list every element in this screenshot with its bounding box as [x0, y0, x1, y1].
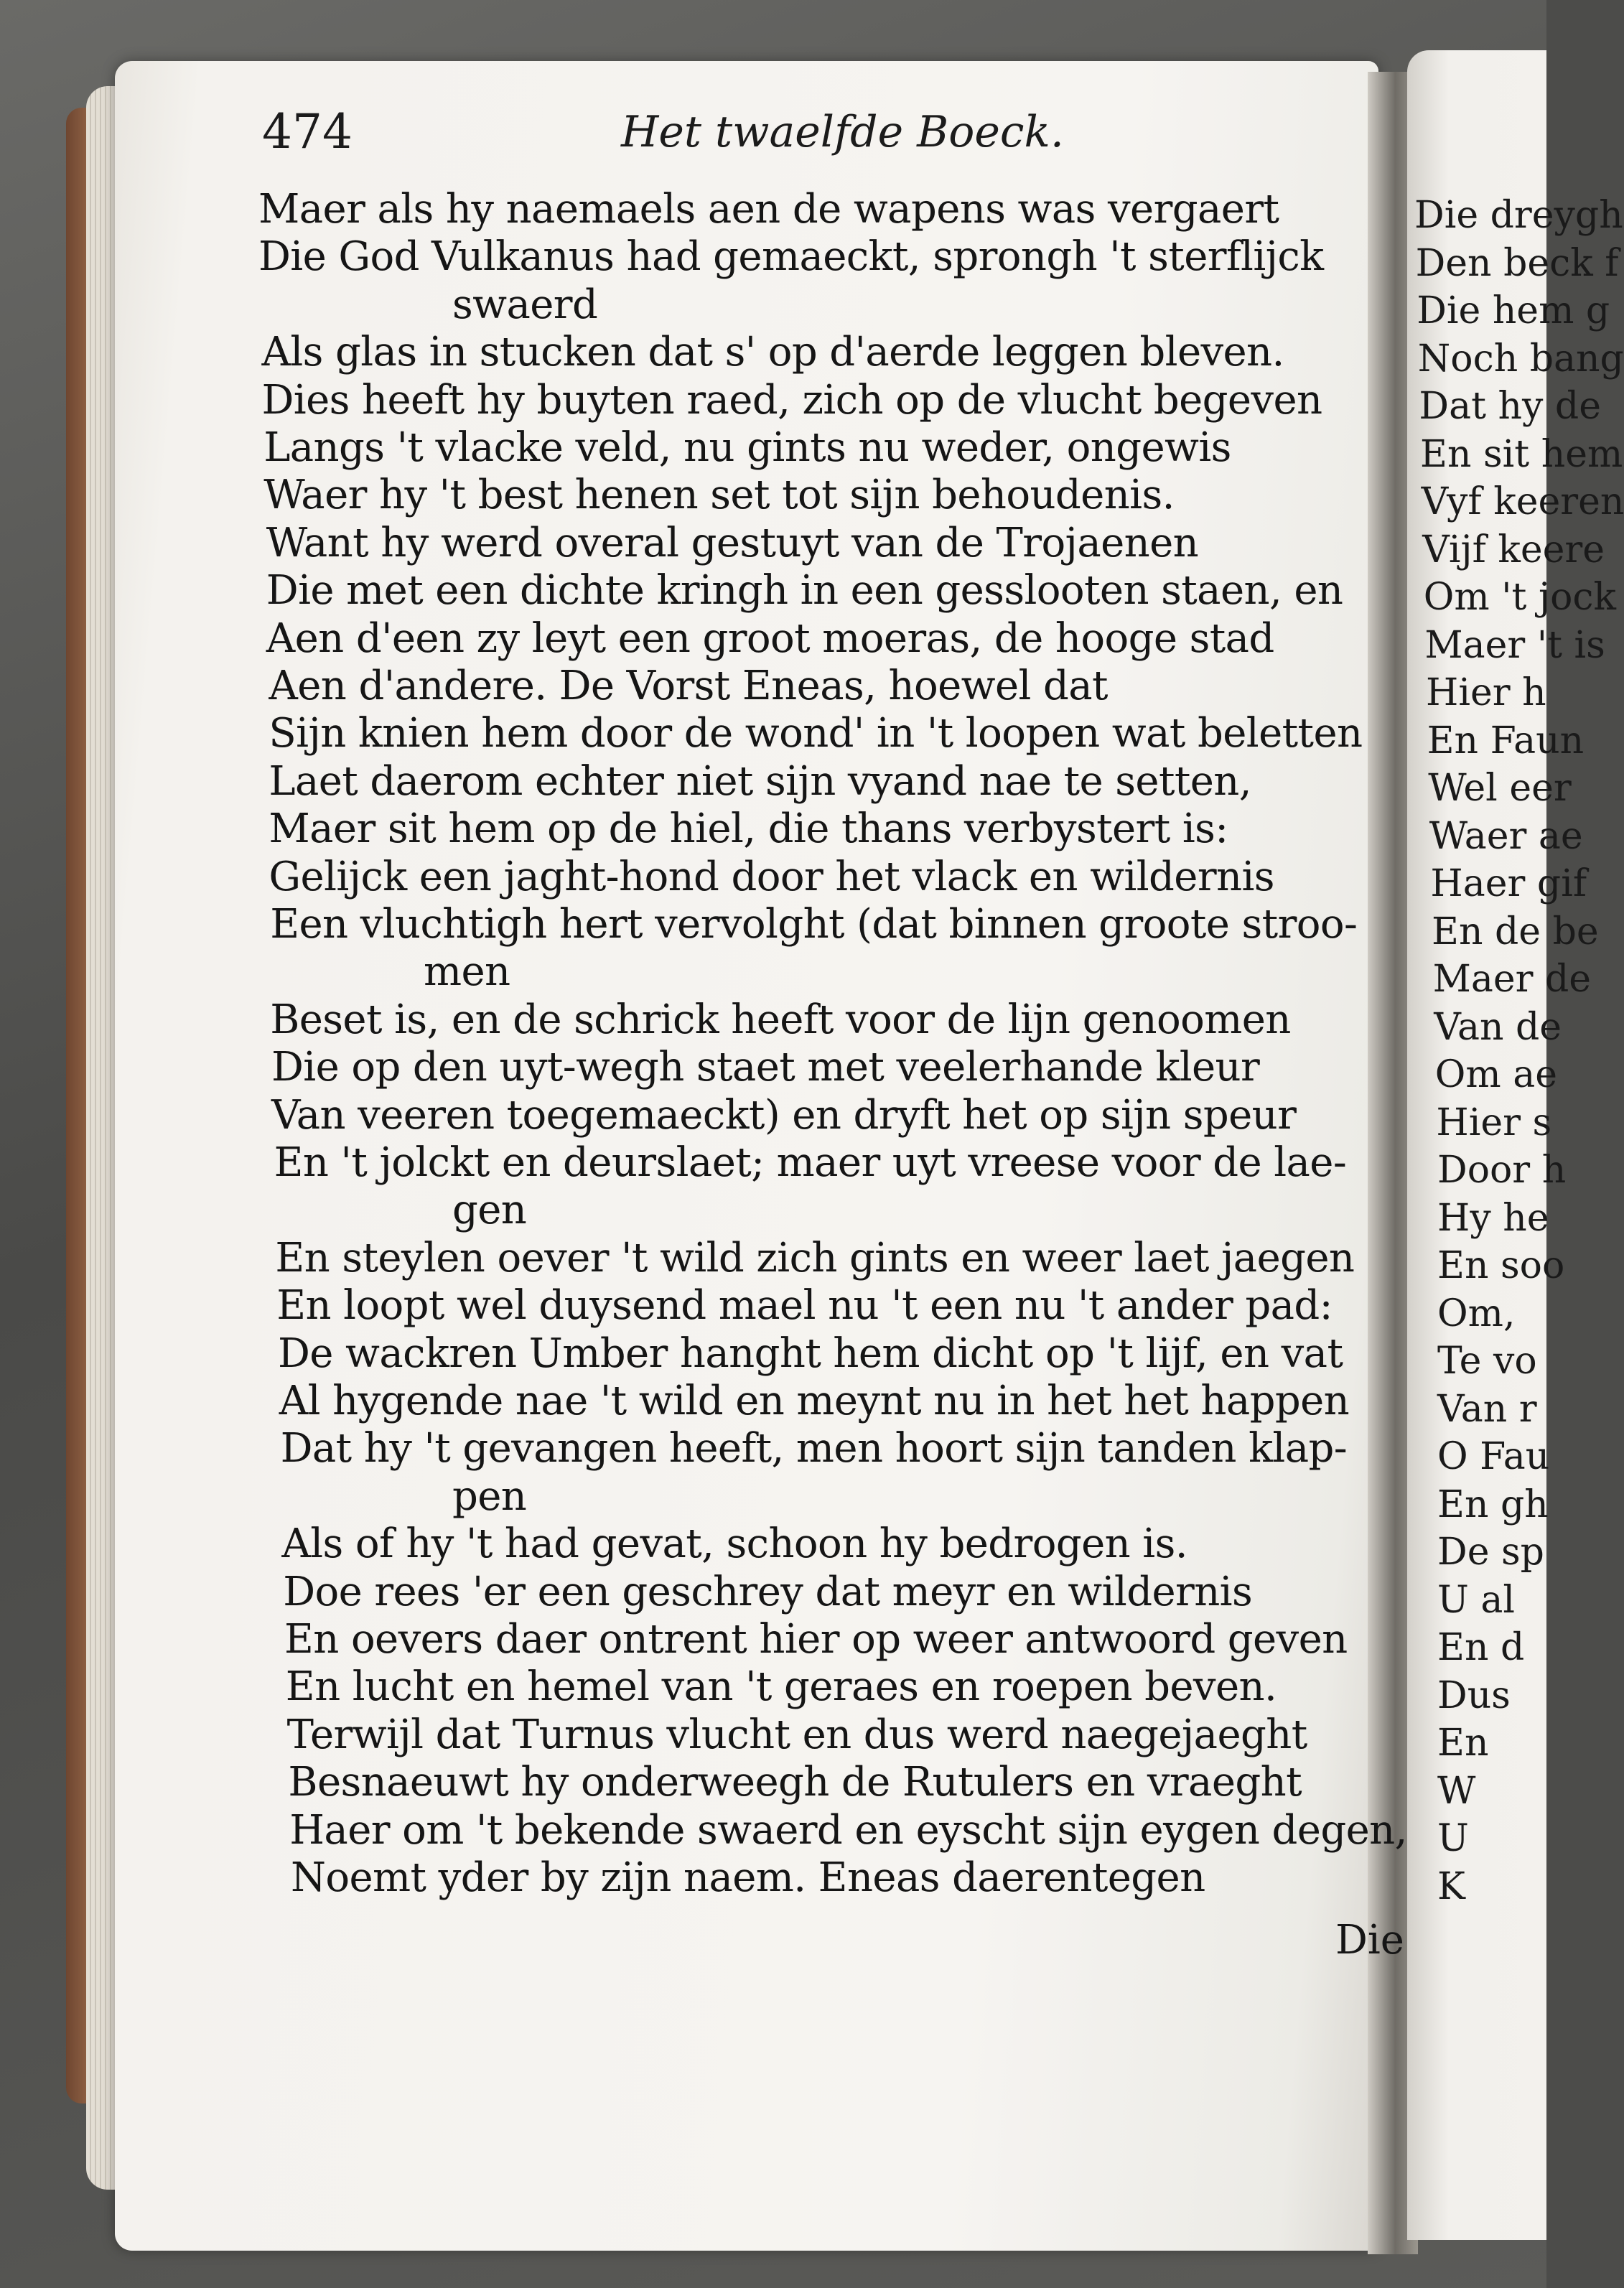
right-page-line: Den beck f	[1415, 241, 1619, 285]
verse-line: En loopt wel duysend mael nu 't een nu 't ander pad:	[276, 1282, 1333, 1330]
right-page-line: Wel eer	[1428, 767, 1572, 810]
verse-line: Die God Vulkanus had gemaeckt, sprongh 't sterflijck	[258, 233, 1324, 281]
right-page-line: Te vo	[1437, 1340, 1537, 1383]
right-page-line: Van r	[1437, 1387, 1537, 1431]
verse-line: Dat hy 't gevangen heeft, men hoort sijn tanden klap-	[280, 1425, 1348, 1472]
verse-line: Die met een dichte kringh in een gesslooten staen, en	[266, 567, 1343, 615]
verse-line: Dies heeft hy buyten raed, zich op de vlucht begeven	[261, 376, 1322, 424]
right-page-line: U al	[1437, 1578, 1515, 1622]
right-page-line: En Faun	[1427, 719, 1585, 762]
verse-line: Maer als hy naemaels aen de wapens was vergaert	[258, 186, 1279, 233]
right-page-line: Om,	[1437, 1292, 1516, 1335]
right-page-line: Vijf keere	[1422, 528, 1605, 571]
right-page-line: Maer de	[1432, 958, 1592, 1001]
verse-line: Noemt yder by zijn naem. Eneas daerentegen	[291, 1854, 1205, 1901]
verse-line: Maer sit hem op de hiel, die thans verbystert is:	[269, 806, 1228, 853]
right-page-line: En d	[1437, 1626, 1525, 1669]
right-page-line: Door h	[1437, 1149, 1567, 1192]
verse-line: pen	[452, 1472, 527, 1520]
verse-line: Aen d'een zy leyt een groot moeras, de hooge stad	[266, 615, 1274, 662]
right-page-line: En gh	[1437, 1482, 1549, 1526]
verse-line: Sijn knien hem door de wond' in 't loopen wat beletten	[269, 710, 1363, 757]
right-page-line: Hier s	[1436, 1101, 1552, 1144]
right-page-line: Hier h	[1426, 671, 1546, 714]
verse-line: Langs 't vlacke veld, nu gints nu weder, ongewis	[263, 424, 1231, 471]
verse-line: Aen d'andere. De Vorst Eneas, hoewel dat	[269, 663, 1108, 709]
right-page-line: U	[1437, 1817, 1469, 1860]
right-page-line: Die hem g	[1417, 289, 1610, 332]
verse-line: Haer om 't bekende swaerd en eyscht sijn eygen degen,	[289, 1806, 1407, 1854]
verse-line: En lucht en hemel van 't geraes en roepen beven.	[285, 1663, 1277, 1711]
verse-line: En 't jolckt en deurslaet; maer uyt vreese voor de lae-	[274, 1139, 1347, 1186]
right-page-line: Om ae	[1434, 1053, 1558, 1096]
right-page-line: Noch bang	[1417, 337, 1624, 380]
verse-line: Gelijck een jaght-hond door het vlack en wildernis	[269, 853, 1274, 900]
right-page-line: Hy he	[1437, 1196, 1549, 1240]
verse-line: men	[424, 948, 510, 996]
right-page-line: De sp	[1437, 1531, 1544, 1574]
catchword: Die	[1335, 1917, 1404, 1964]
verse-line: Als glas in stucken dat s' op d'aerde leggen bleven.	[261, 329, 1284, 376]
verse-line: En oevers daer ontrent hier op weer antwoord geven	[284, 1616, 1348, 1663]
page-number: 474	[262, 104, 353, 159]
right-page-line: En sit hem	[1420, 432, 1623, 476]
right-page-line: Die dreygh	[1414, 194, 1623, 237]
right-page-line: En soo	[1437, 1244, 1565, 1287]
right-page-line: Van de	[1434, 1005, 1562, 1049]
verse-line: Al hygende nae 't wild en meynt nu in het het happen	[279, 1378, 1350, 1424]
right-page-line: O Fau	[1437, 1435, 1550, 1478]
right-page	[1407, 50, 1624, 2240]
verse-line: Beset is, en de schrick heeft voor de lijn genoomen	[270, 996, 1291, 1043]
right-page-line: Maer 't is	[1424, 623, 1605, 667]
right-page-line: En	[1437, 1722, 1489, 1765]
verse-line: Een vluchtigh hert vervolght (dat binnen groote stroo-	[270, 901, 1358, 948]
right-page-line: Vyf keeren	[1421, 480, 1624, 523]
verse-line: Van veeren toegemaeckt) en dryft het op sijn speur	[271, 1091, 1297, 1139]
verse-line: Laet daerom echter niet sijn vyand nae te setten,	[269, 757, 1251, 805]
verse-line: Die op den uyt-wegh staet met veelerhande kleur	[271, 1044, 1260, 1091]
verse-line: Doe rees 'er een geschrey dat meyr en wildernis	[283, 1568, 1253, 1615]
verse-line: De wackren Umber hanght hem dicht op 't lijf, en vat	[278, 1330, 1343, 1377]
verse-line: En steylen oever 't wild zich gints en weer laet jaegen	[275, 1234, 1355, 1281]
verse-line: Terwijl dat Turnus vlucht en dus werd naegejaeght	[286, 1711, 1307, 1758]
verse-line: Want hy werd overal gestuyt van de Trojaenen	[266, 519, 1199, 566]
running-head-title: Het twaelfde Boeck.	[621, 107, 1064, 157]
right-page-line: K	[1437, 1864, 1465, 1908]
right-page-line: Dus	[1437, 1673, 1511, 1717]
verse-line: gen	[452, 1187, 527, 1234]
right-page-line: Om 't jock	[1423, 576, 1617, 619]
verse-line: Besnaeuwt hy onderweegh de Rutulers en vraeght	[288, 1759, 1302, 1806]
verse-line: Waer hy 't best henen set tot sijn behoudenis.	[263, 472, 1175, 519]
right-page-line: Haer gif	[1430, 862, 1587, 905]
right-page-line: W	[1437, 1769, 1476, 1813]
running-head	[262, 104, 1361, 169]
right-page-line: Dat hy de	[1419, 385, 1601, 428]
right-page-line: En de be	[1432, 910, 1599, 953]
right-page-line: Waer ae	[1429, 814, 1583, 858]
verse-line: swaerd	[452, 281, 598, 328]
verse-line: Als of hy 't had gevat, schoon hy bedrogen is.	[281, 1521, 1187, 1568]
